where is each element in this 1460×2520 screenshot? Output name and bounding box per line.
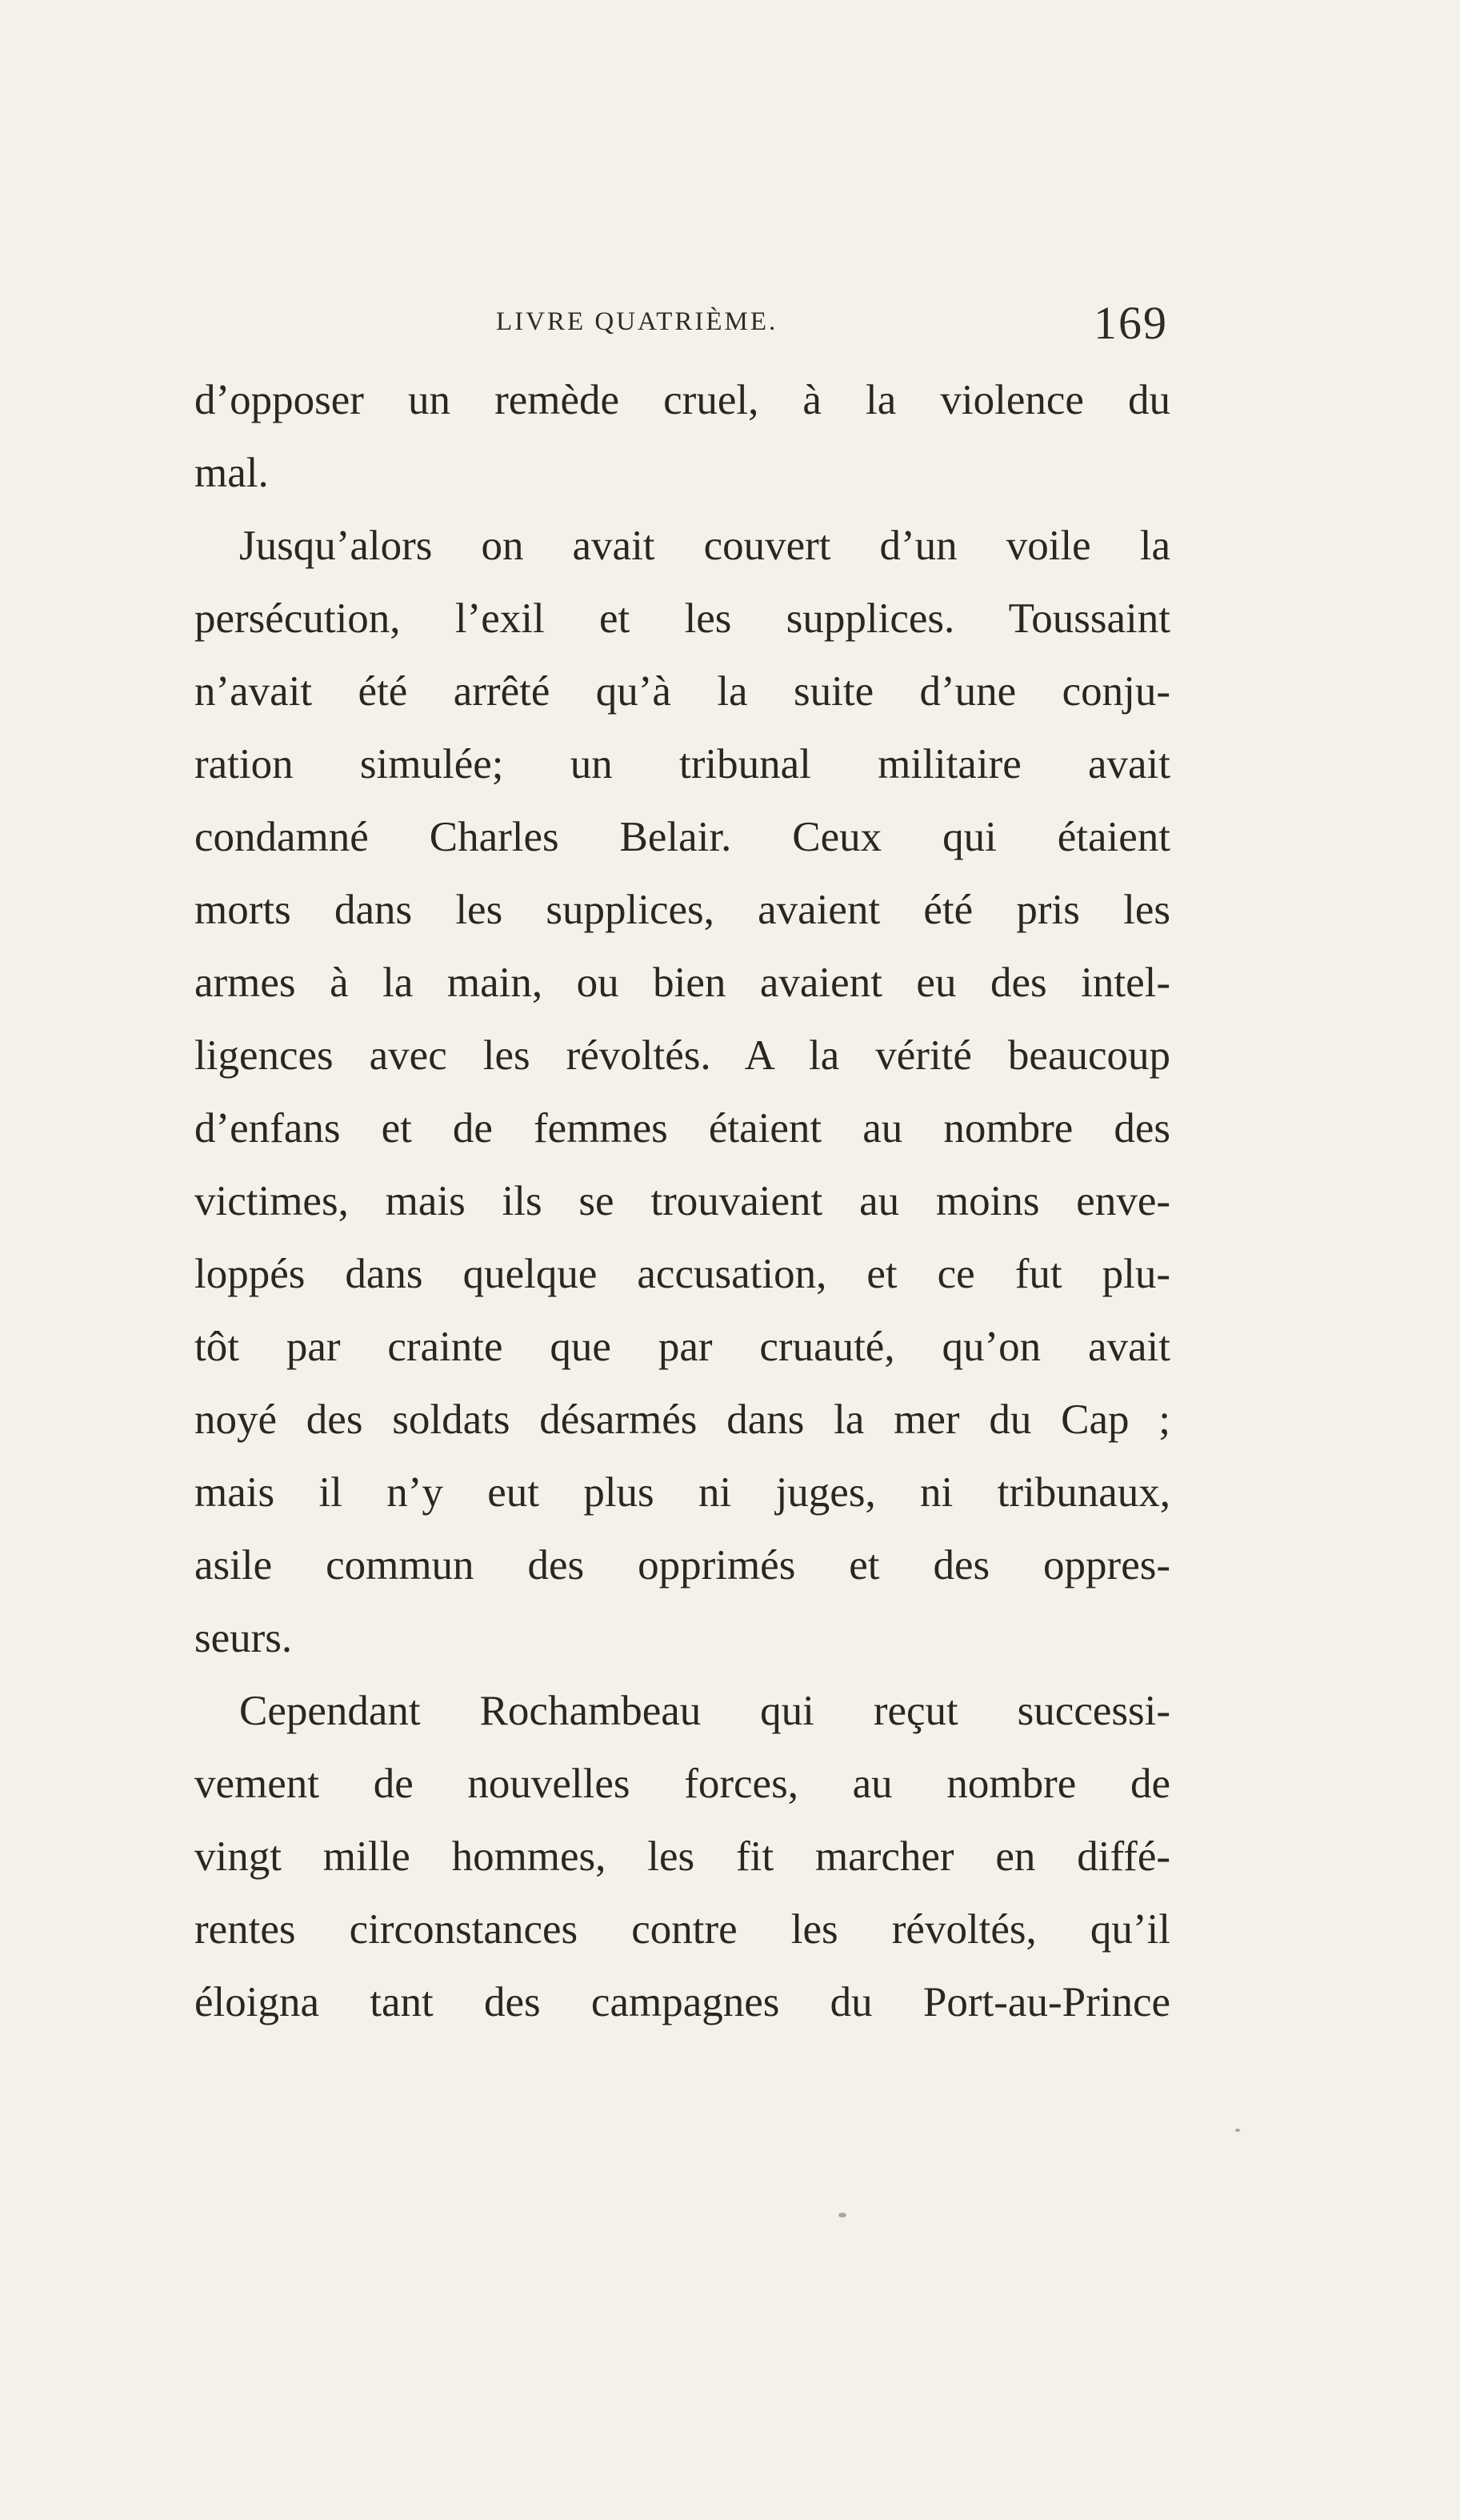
text-line: asile commun des opprimés et des oppres-: [194, 1542, 1170, 1589]
body-text: [194, 364, 1170, 2039]
text-line: armes à la main, ou bien avaient eu des intel-: [194, 960, 1170, 1006]
ink-speck: [1235, 2129, 1240, 2132]
text-line: persécution, l’exil et les supplices. Toussaint: [194, 595, 1170, 642]
text-line: d’enfans et de femmes étaient au nombre des: [194, 1105, 1170, 1152]
text-line: condamné Charles Belair. Ceux qui étaient: [194, 814, 1170, 860]
text-line: mais il n’y eut plus ni juges, ni tribunaux,: [194, 1469, 1170, 1516]
text-line: victimes, mais ils se trouvaient au moins enve-: [194, 1178, 1170, 1224]
text-line: rentes circonstances contre les révoltés, qu’il: [194, 1906, 1170, 1953]
text-line: d’opposer un remède cruel, à la violence du: [194, 377, 1170, 423]
text-line: n’avait été arrêté qu’à la suite d’une conju-: [194, 668, 1170, 715]
text-line: vingt mille hommes, les fit marcher en diffé-: [194, 1833, 1170, 1880]
text-line: éloigna tant des campagnes du Port-au-Prince: [194, 1979, 1170, 2025]
ink-speck: [838, 2213, 846, 2218]
text-line: Cependant Rochambeau qui reçut successi-: [239, 1688, 1170, 1734]
text-line: noyé des soldats désarmés dans la mer du Cap ;: [194, 1396, 1170, 1443]
page-header: [496, 296, 1168, 352]
page-number: 169: [1094, 297, 1168, 349]
text-line: mal.: [194, 450, 269, 496]
text-line: tôt par crainte que par cruauté, qu’on avait: [194, 1324, 1170, 1370]
running-head: LIVRE QUATRIÈME.: [496, 307, 778, 336]
text-line: Jusqu’alors on avait couvert d’un voile la: [239, 523, 1170, 569]
text-line: morts dans les supplices, avaient été pris les: [194, 887, 1170, 933]
text-line: seurs.: [194, 1615, 293, 1661]
text-line: loppés dans quelque accusation, et ce fut plu-: [194, 1251, 1170, 1297]
text-line: ration simulée; un tribunal militaire avait: [194, 741, 1170, 787]
text-line: vement de nouvelles forces, au nombre de: [194, 1761, 1170, 1807]
text-line: ligences avec les révoltés. A la vérité beaucoup: [194, 1032, 1170, 1079]
